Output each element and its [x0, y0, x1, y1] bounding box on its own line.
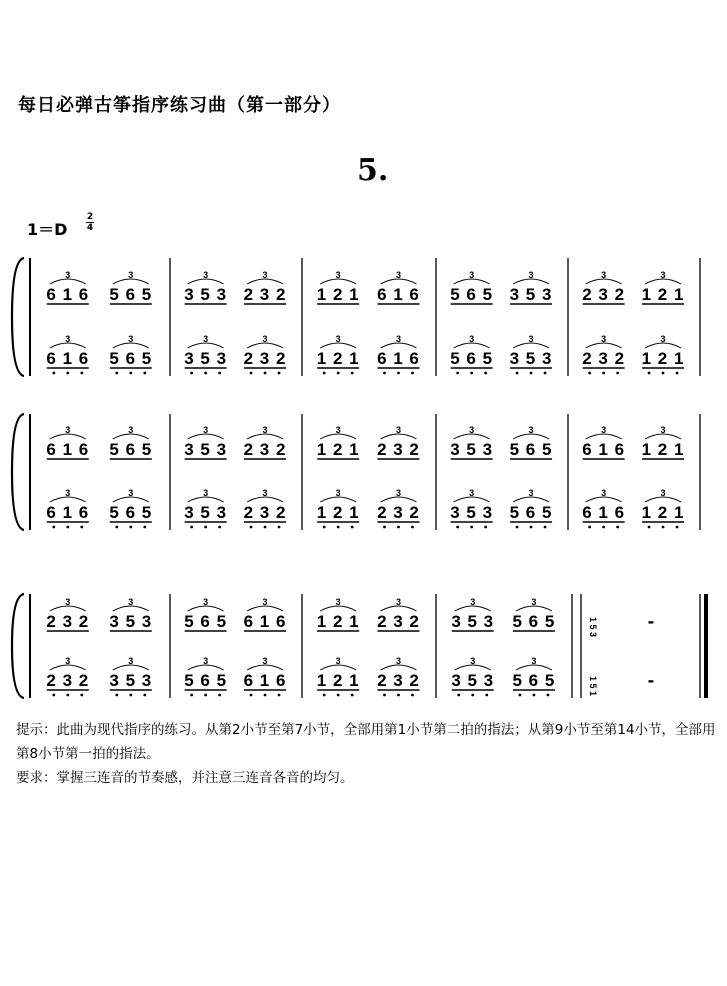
triplet-mark: 3 — [128, 270, 134, 280]
triplet-group: 3 5 3 — [184, 440, 228, 459]
octave-dot — [204, 526, 207, 529]
triplet-group: 2 3 2 — [46, 671, 90, 690]
hint-paragraph — [16, 718, 716, 766]
triplet-group: 5 6 5 — [450, 285, 494, 304]
triplet-group: 3 5 3 — [109, 612, 153, 631]
triplet-group: 3 5 3 — [509, 349, 553, 368]
triplet-mark: 3 — [601, 334, 607, 344]
triplet-group: 1 2 1 — [316, 285, 360, 304]
triplet-group: 2 3 2 — [377, 503, 420, 522]
octave-dot — [544, 526, 547, 529]
triplet-group: 6 1 6 — [46, 440, 90, 459]
octave-dot — [52, 372, 55, 375]
system-brace — [12, 414, 24, 530]
triplet-group: 3 5 3 — [451, 612, 495, 631]
octave-dot — [66, 526, 69, 529]
triplet-group: 3 5 3 — [451, 671, 495, 690]
octave-dot — [66, 372, 69, 375]
triplet-group: 3 5 3 — [450, 440, 494, 459]
octave-dot — [602, 526, 605, 529]
triplet-group: 1 2 1 — [316, 671, 360, 690]
triplet-mark: 3 — [128, 425, 134, 435]
triplet-group: 6 1 6 — [243, 671, 287, 690]
triplet-group: 5 6 5 — [184, 612, 228, 631]
octave-dot — [397, 694, 400, 697]
triplet-mark: 3 — [128, 488, 134, 498]
octave-dot — [397, 372, 400, 375]
triplet-mark: 3 — [470, 597, 476, 607]
octave-dot — [648, 526, 651, 529]
triplet-mark: 3 — [528, 425, 534, 435]
triplet-group: 2 3 2 — [243, 503, 287, 522]
time-signature-denominator: 4 — [86, 223, 94, 233]
octave-dot — [456, 526, 459, 529]
requirement-label: 要求： — [16, 770, 57, 786]
triplet-group: 6 1 6 — [377, 285, 420, 304]
octave-dot — [616, 372, 619, 375]
octave-dot — [484, 526, 487, 529]
triplet-mark: 3 — [660, 425, 666, 435]
time-signature-numerator: 2 — [86, 212, 94, 222]
octave-dot — [264, 526, 267, 529]
octave-dot — [66, 694, 69, 697]
octave-dot — [351, 372, 354, 375]
triplet-mark: 3 — [395, 425, 401, 435]
triplet-group: 3 5 3 — [509, 285, 553, 304]
octave-dot — [533, 694, 536, 697]
hint-text: 此曲为现代指序的练习。从第2小节至第7小节，全部用第1小节第二拍的指法；从第9小节至第14小节，全部用第8小节第一拍的指法。 — [16, 722, 716, 762]
triplet-mark: 3 — [469, 270, 475, 280]
triplet-mark: 3 — [203, 656, 209, 666]
triplet-group: 1 2 1 — [316, 440, 360, 459]
triplet-mark: 3 — [65, 425, 71, 435]
final-chord-lower: 1 5 1 — [588, 676, 598, 697]
triplet-mark: 3 — [470, 656, 476, 666]
octave-dot — [337, 372, 340, 375]
octave-dot — [250, 694, 253, 697]
triplet-mark: 3 — [262, 488, 268, 498]
triplet-group: 2 3 2 — [582, 285, 626, 304]
octave-dot — [204, 694, 207, 697]
octave-dot — [616, 526, 619, 529]
system-brace — [12, 258, 24, 376]
octave-dot — [115, 694, 118, 697]
octave-dot — [52, 526, 55, 529]
triplet-mark: 3 — [203, 597, 209, 607]
octave-dot — [115, 526, 118, 529]
triplet-mark: 3 — [65, 597, 71, 607]
triplet-group: 6 1 6 — [377, 349, 420, 368]
requirement-paragraph — [16, 766, 716, 790]
triplet-mark: 3 — [65, 334, 71, 344]
triplet-mark: 3 — [65, 488, 71, 498]
triplet-mark: 3 — [335, 425, 341, 435]
octave-dot — [80, 372, 83, 375]
triplet-mark: 3 — [395, 597, 401, 607]
triplet-mark: 3 — [660, 488, 666, 498]
triplet-mark: 3 — [262, 270, 268, 280]
triplet-mark: 3 — [601, 270, 607, 280]
octave-dot — [52, 694, 55, 697]
octave-dot — [351, 526, 354, 529]
octave-dot — [588, 372, 591, 375]
octave-dot — [190, 526, 193, 529]
octave-dot — [516, 372, 519, 375]
triplet-mark: 3 — [128, 334, 134, 344]
triplet-mark: 3 — [262, 425, 268, 435]
octave-dot — [190, 372, 193, 375]
octave-dot — [129, 526, 132, 529]
octave-dot — [250, 372, 253, 375]
octave-dot — [411, 694, 414, 697]
octave-dot — [485, 694, 488, 697]
triplet-group: 5 6 5 — [512, 612, 556, 631]
octave-dot — [470, 372, 473, 375]
octave-dot — [588, 526, 591, 529]
triplet-mark: 3 — [203, 270, 209, 280]
octave-dot — [383, 372, 386, 375]
performance-notes — [16, 718, 716, 790]
triplet-group: 3 5 3 — [450, 503, 494, 522]
octave-dot — [143, 526, 146, 529]
octave-dot — [143, 694, 146, 697]
triplet-group: 1 2 1 — [641, 440, 685, 459]
octave-dot — [383, 526, 386, 529]
triplet-group: 5 6 5 — [509, 440, 553, 459]
octave-dot — [80, 694, 83, 697]
octave-dot — [457, 694, 460, 697]
octave-dot — [80, 526, 83, 529]
triplet-group: 3 5 3 — [184, 285, 228, 304]
triplet-mark: 3 — [660, 334, 666, 344]
triplet-group: 2 3 2 — [582, 349, 626, 368]
sustain-dash: - — [647, 671, 655, 690]
piece-number: 5. — [357, 153, 389, 188]
triplet-mark: 3 — [262, 334, 268, 344]
triplet-group: 1 2 1 — [316, 349, 360, 368]
octave-dot — [190, 694, 193, 697]
triplet-group: 2 3 2 — [243, 349, 287, 368]
octave-dot — [662, 526, 665, 529]
triplet-mark: 3 — [531, 597, 537, 607]
octave-dot — [397, 526, 400, 529]
octave-dot — [264, 694, 267, 697]
octave-dot — [218, 526, 221, 529]
triplet-mark: 3 — [395, 488, 401, 498]
triplet-group: 2 3 2 — [377, 671, 420, 690]
triplet-group: 6 1 6 — [243, 612, 287, 631]
octave-dot — [676, 372, 679, 375]
triplet-group: 5 6 5 — [109, 440, 153, 459]
octave-dot — [323, 372, 326, 375]
triplet-mark: 3 — [395, 656, 401, 666]
triplet-group: 3 5 3 — [184, 349, 228, 368]
triplet-mark: 3 — [528, 270, 534, 280]
octave-dot — [250, 526, 253, 529]
octave-dot — [411, 526, 414, 529]
octave-dot — [456, 372, 459, 375]
triplet-group: 5 6 5 — [109, 285, 153, 304]
requirement-text: 掌握三连音的节奏感，并注意三连音各音的均匀。 — [56, 770, 354, 786]
triplet-group: 5 6 5 — [184, 671, 228, 690]
triplet-group: 6 1 6 — [582, 440, 626, 459]
octave-dot — [337, 526, 340, 529]
triplet-mark: 3 — [531, 656, 537, 666]
octave-dot — [547, 694, 550, 697]
page-title: 每日必弹古筝指序练习曲（第一部分） — [18, 95, 341, 116]
triplet-mark: 3 — [335, 488, 341, 498]
triplet-mark: 3 — [601, 425, 607, 435]
octave-dot — [530, 526, 533, 529]
octave-dot — [662, 372, 665, 375]
triplet-group: 2 3 2 — [377, 612, 420, 631]
triplet-mark: 3 — [128, 656, 134, 666]
triplet-group: 5 6 5 — [509, 503, 553, 522]
triplet-group: 6 1 6 — [46, 285, 90, 304]
triplet-mark: 3 — [128, 597, 134, 607]
triplet-mark: 3 — [469, 425, 475, 435]
octave-dot — [129, 372, 132, 375]
triplet-mark: 3 — [395, 270, 401, 280]
triplet-mark: 3 — [335, 270, 341, 280]
octave-dot — [218, 372, 221, 375]
triplet-group: 1 2 1 — [641, 349, 685, 368]
octave-dot — [530, 372, 533, 375]
octave-dot — [115, 372, 118, 375]
triplet-group: 2 3 2 — [377, 440, 420, 459]
octave-dot — [129, 694, 132, 697]
triplet-mark: 3 — [660, 270, 666, 280]
triplet-mark: 3 — [203, 488, 209, 498]
octave-dot — [264, 372, 267, 375]
triplet-group: 6 1 6 — [46, 349, 90, 368]
final-chord-upper: 1 5 3 — [588, 617, 598, 638]
octave-dot — [470, 526, 473, 529]
triplet-group: 5 6 5 — [450, 349, 494, 368]
octave-dot — [676, 526, 679, 529]
triplet-group: 3 5 3 — [109, 671, 153, 690]
octave-dot — [337, 694, 340, 697]
triplet-group: 1 2 1 — [641, 285, 685, 304]
triplet-group: 5 6 5 — [512, 671, 556, 690]
octave-dot — [218, 694, 221, 697]
triplet-mark: 3 — [395, 334, 401, 344]
triplet-group: 2 3 2 — [243, 285, 287, 304]
octave-dot — [143, 372, 146, 375]
octave-dot — [278, 526, 281, 529]
triplet-group: 1 2 1 — [316, 612, 360, 631]
octave-dot — [411, 372, 414, 375]
triplet-mark: 3 — [65, 656, 71, 666]
octave-dot — [323, 526, 326, 529]
octave-dot — [519, 694, 522, 697]
system-brace — [12, 594, 24, 698]
octave-dot — [516, 526, 519, 529]
octave-dot — [383, 694, 386, 697]
octave-dot — [484, 372, 487, 375]
triplet-group: 5 6 5 — [109, 503, 153, 522]
octave-dot — [471, 694, 474, 697]
triplet-group: 1 2 1 — [316, 503, 360, 522]
triplet-group: 1 2 1 — [641, 503, 685, 522]
triplet-mark: 3 — [335, 656, 341, 666]
triplet-mark: 3 — [601, 488, 607, 498]
triplet-group: 6 1 6 — [582, 503, 626, 522]
octave-dot — [278, 694, 281, 697]
triplet-mark: 3 — [203, 334, 209, 344]
triplet-mark: 3 — [203, 425, 209, 435]
octave-dot — [323, 694, 326, 697]
triplet-group: 3 5 3 — [184, 503, 228, 522]
octave-dot — [204, 372, 207, 375]
octave-dot — [648, 372, 651, 375]
triplet-mark: 3 — [469, 334, 475, 344]
triplet-mark: 3 — [262, 597, 268, 607]
triplet-mark: 3 — [65, 270, 71, 280]
octave-dot — [544, 372, 547, 375]
key-signature: 1＝D — [27, 220, 68, 239]
octave-dot — [278, 372, 281, 375]
hint-label: 提示： — [16, 722, 57, 738]
triplet-mark: 3 — [528, 334, 534, 344]
triplet-mark: 3 — [335, 597, 341, 607]
triplet-group: 6 1 6 — [46, 503, 90, 522]
triplet-group: 2 3 2 — [46, 612, 90, 631]
triplet-mark: 3 — [335, 334, 341, 344]
triplet-mark: 3 — [262, 656, 268, 666]
octave-dot — [351, 694, 354, 697]
triplet-mark: 3 — [469, 488, 475, 498]
triplet-group: 2 3 2 — [243, 440, 287, 459]
octave-dot — [602, 372, 605, 375]
sustain-dash: - — [647, 612, 655, 631]
triplet-group: 5 6 5 — [109, 349, 153, 368]
triplet-mark: 3 — [528, 488, 534, 498]
